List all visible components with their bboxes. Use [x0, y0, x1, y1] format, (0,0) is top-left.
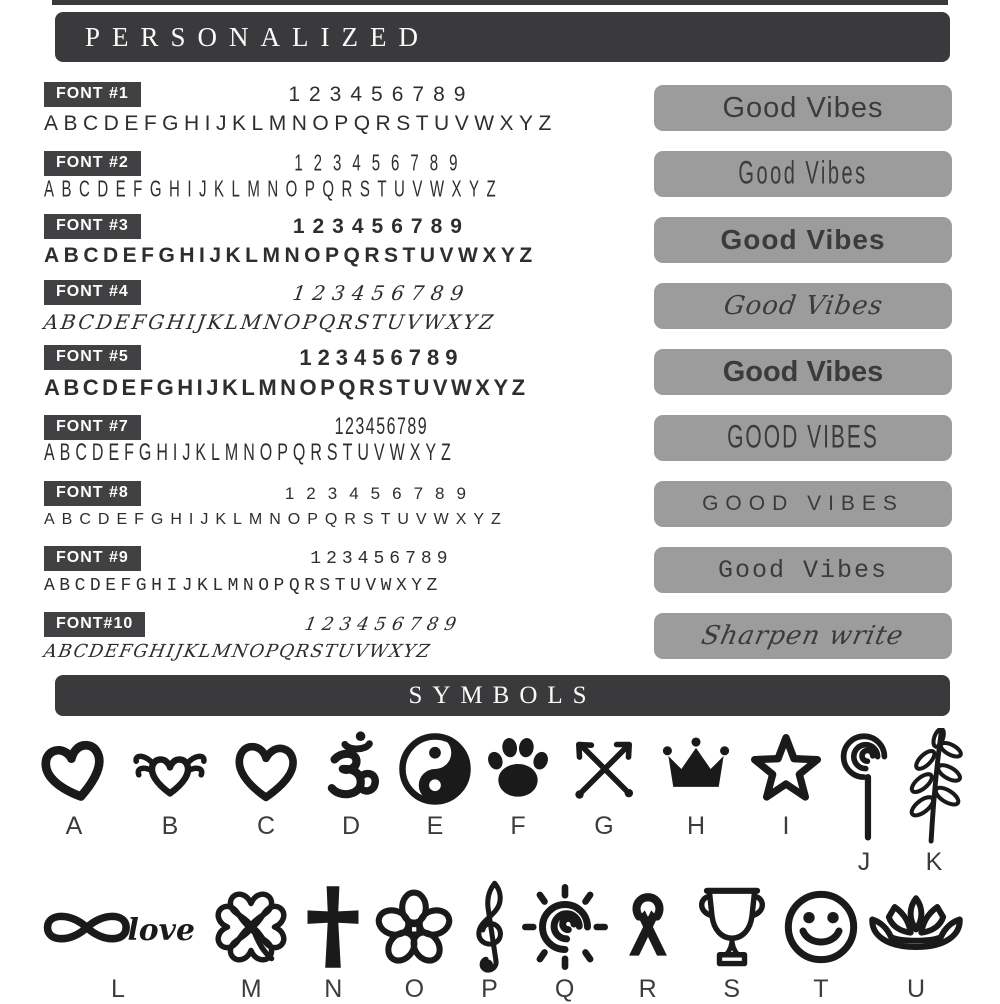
font-5-numbers: 123456789 [299, 344, 464, 370]
symbol-item-g[interactable]: G [562, 728, 646, 841]
font-3-sample-button[interactable]: Good Vibes [654, 217, 952, 263]
symbol-item-m[interactable]: M [207, 881, 295, 1004]
symbol-item-t[interactable]: T [781, 881, 861, 1004]
font-row-8 [44, 471, 952, 537]
font-2-label: FONT #2 [44, 151, 141, 176]
personalized-header [55, 12, 950, 62]
symbol-item-d[interactable]: D [310, 728, 392, 841]
yin-yang-icon [396, 730, 474, 808]
symbol-item-b[interactable]: B [118, 728, 222, 841]
font-7-sample-button[interactable]: GOOD VIBES [654, 415, 952, 461]
paw-print-icon [478, 729, 558, 809]
font-2-numbers: 123456789 [294, 150, 469, 177]
sun-spiral-icon [522, 884, 608, 970]
font-row-10 [44, 603, 952, 669]
font-5-sample-button[interactable]: Good Vibes [654, 349, 952, 395]
font-10-label: FONT#10 [44, 612, 145, 637]
symbols-row-2 [0, 881, 1000, 1004]
crossed-arrows-icon [562, 727, 646, 811]
leaf-branch-icon [902, 728, 966, 844]
font-4-alphabet: ABCDEFGHIJKLMNOPQRSTUVWXYZ [42, 309, 498, 334]
crown-icon [650, 730, 742, 808]
font-7-label: FONT #7 [44, 415, 141, 440]
top-strip [52, 0, 948, 5]
font-1-sample-button[interactable]: Good Vibes [654, 85, 952, 131]
font-row-3 [44, 207, 952, 273]
star-icon [746, 729, 826, 809]
font-8-numbers: 123456789 [284, 483, 478, 503]
treble-clef-icon [462, 879, 516, 975]
font-row-5 [44, 339, 952, 405]
awareness-ribbon-icon [613, 883, 683, 971]
font-1-label: FONT #1 [44, 82, 141, 107]
symbol-item-i[interactable]: I [746, 728, 826, 841]
svg-text:love: love [127, 913, 195, 949]
font-5-label: FONT #5 [44, 345, 141, 370]
font-1-numbers: 123456789 [288, 82, 475, 106]
lollipop-icon [830, 728, 898, 842]
font-4-label: FONT #4 [44, 280, 141, 305]
font-row-9 [44, 537, 952, 603]
symbol-item-k[interactable]: K [902, 728, 966, 877]
symbol-item-h[interactable]: H [650, 728, 742, 841]
font-8-sample-button[interactable]: GOOD VIBES [654, 481, 952, 527]
heart-doodle-icon [26, 721, 123, 818]
heart-outline-icon [226, 729, 306, 809]
personalized-title: PERSONALIZED [85, 21, 430, 52]
font-3-numbers: 123456789 [292, 214, 470, 238]
infinity-love-icon [34, 894, 202, 960]
symbol-item-u[interactable]: U [866, 881, 966, 1004]
symbol-item-o[interactable]: O [371, 881, 457, 1004]
font-row-4 [44, 273, 952, 339]
font-8-alphabet: ABCDEFGHIJKLMNOPQRSTUVWXYZ [44, 510, 508, 528]
lotus-icon [866, 892, 966, 962]
symbol-item-f[interactable]: F [478, 728, 558, 841]
trophy-icon [688, 883, 776, 971]
symbol-item-n[interactable]: N [300, 881, 366, 1004]
font-4-numbers: 123456789 [290, 280, 472, 305]
font-10-alphabet: ABCDEFGHIJKLMNOPQRSTUVWXYZ [42, 641, 433, 662]
symbols-header [55, 675, 950, 716]
font-10-numbers: 123456789 [303, 613, 465, 635]
symbol-item-s[interactable]: S [688, 881, 776, 1004]
symbol-item-j[interactable]: J [830, 728, 898, 877]
symbol-item-q[interactable]: Q [522, 881, 608, 1004]
symbol-item-e[interactable]: E [396, 728, 474, 841]
font-row-2 [44, 141, 952, 207]
font-7-alphabet: ABCDEFGHIJKLMNOPQRSTUVWXYZ [44, 440, 456, 466]
font-9-sample-button[interactable]: Good Vibes [654, 547, 952, 593]
font-5-alphabet: ABCDEFGHIJKLMNOPQRSTUVWXYZ [44, 374, 529, 400]
symbol-item-c[interactable]: C [226, 728, 306, 841]
symbols-title: SYMBOLS [408, 681, 597, 709]
font-row-1 [44, 75, 952, 141]
smiley-face-icon [781, 887, 861, 967]
font-list [44, 75, 952, 669]
flower-icon [371, 884, 457, 970]
four-leaf-clover-icon [207, 883, 295, 971]
font-3-label: FONT #3 [44, 214, 141, 239]
font-2-alphabet: ABCDEFGHIJKLMNOPQRSTUVWXYZ [44, 175, 504, 203]
font-9-alphabet: ABCDEFGHIJKLMNOPQRSTUVWXYZ [44, 575, 442, 596]
symbols-row-1 [0, 728, 1000, 877]
cross-icon [300, 881, 366, 973]
winged-heart-icon [118, 730, 222, 808]
symbol-item-p[interactable]: P [462, 881, 516, 1004]
font-2-sample-button[interactable]: Good Vibes [654, 151, 952, 197]
font-4-sample-button[interactable]: Good Vibes [654, 283, 952, 329]
font-7-numbers: 123456789 [334, 414, 429, 440]
font-row-7 [44, 405, 952, 471]
font-9-numbers: 123456789 [310, 548, 453, 569]
om-icon [310, 728, 392, 810]
symbol-item-a[interactable]: A [34, 728, 114, 841]
symbol-item-r[interactable]: R [613, 881, 683, 1004]
font-10-sample-button[interactable]: Sharpen write [654, 613, 952, 659]
font-8-label: FONT #8 [44, 481, 141, 506]
symbol-item-l[interactable]: love L [34, 881, 202, 1004]
font-3-alphabet: ABCDEFGHIJKLMNOPQRSTUVWXYZ [44, 243, 537, 267]
font-1-alphabet: ABCDEFGHIJKLMNOPQRSTUVWXYZ [44, 111, 557, 135]
font-9-label: FONT #9 [44, 546, 141, 571]
